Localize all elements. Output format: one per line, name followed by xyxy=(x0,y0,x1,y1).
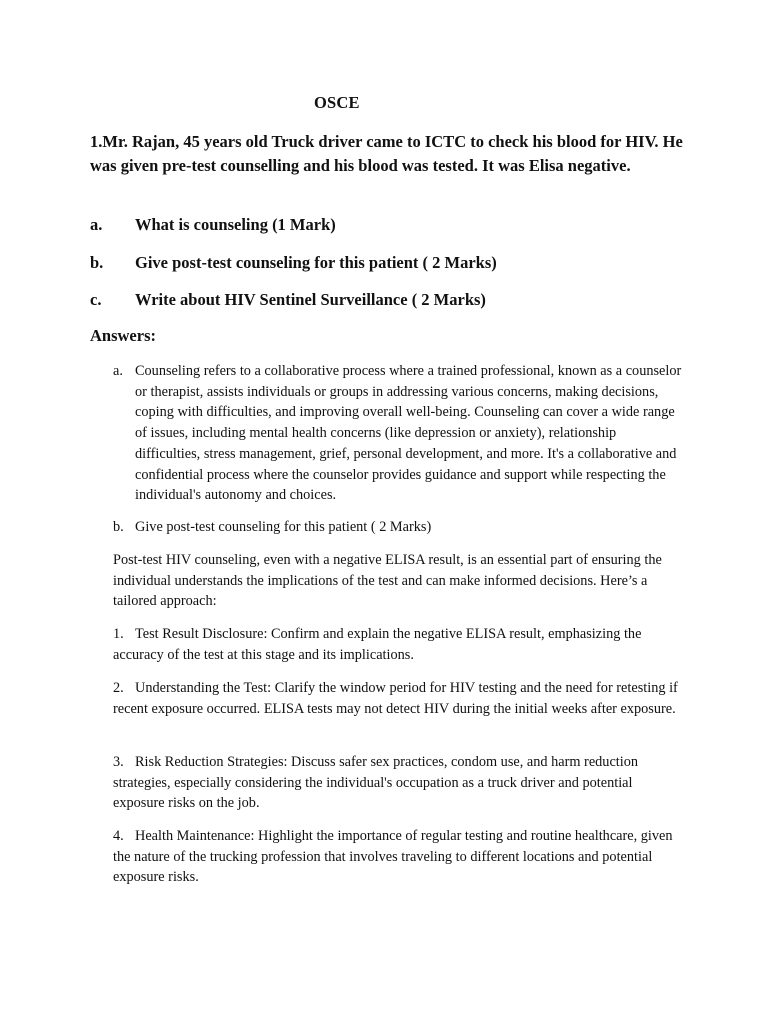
answer-a-text: Counseling refers to a collaborative process where a trained professional, known as a counselor or therapist, assists individuals or groups in addressing various concerns, making decisions, coping with difficulties, and improving overall well-being. Counseling can cover a wide range of issues, including mental health concerns (like depression or anxiety), relationship difficulties, stress management, grief, personal development, and more. It's a collaborative and confidential process where the counselor provides guidance and support while respecting the individual's autonomy and choices. xyxy=(135,363,682,504)
answers-heading: Answers: xyxy=(90,326,156,345)
question-item-text: Write about HIV Sentinel Surveillance ( 2 Marks) xyxy=(135,290,486,309)
point-number: 4. xyxy=(113,828,124,844)
question-item-a xyxy=(90,214,336,236)
point-text: Understanding the Test: Clarify the window period for HIV testing and the need for retesting if recent exposure occurred. ELISA tests may not detect HIV during the initial weeks after exposure. xyxy=(113,680,678,717)
question-item-text: Give post-test counseling for this patient ( 2 Marks) xyxy=(135,253,497,272)
question-item-letter: a. xyxy=(90,215,103,234)
answer-b-letter: b. xyxy=(113,519,124,535)
post-test-point xyxy=(113,826,683,888)
point-number: 1. xyxy=(113,626,124,642)
question-item-b xyxy=(90,252,497,274)
page-title: OSCE xyxy=(314,93,360,112)
point-text: Risk Reduction Strategies: Discuss safer sex practices, condom use, and harm reduction strategies, especially considering the individual's occupation as a truck driver and potential exposure risks on the job. xyxy=(113,754,639,812)
post-test-point xyxy=(113,752,683,814)
answer-b-heading-text: Give post-test counseling for this patient ( 2 Marks) xyxy=(135,519,432,535)
question-item-letter: c. xyxy=(90,290,102,309)
question-item-text: What is counseling (1 Mark) xyxy=(135,215,336,234)
question-item-letter: b. xyxy=(90,253,104,272)
question-item-c xyxy=(90,289,486,311)
point-text: Health Maintenance: Highlight the importance of regular testing and routine healthcare, given the nature of the trucking profession that involves traveling to different locations and potential exposure risks. xyxy=(113,828,673,886)
post-test-point xyxy=(113,624,683,665)
post-test-intro: Post-test HIV counseling, even with a negative ELISA result, is an essential part of ensuring the individual understands the implications of the test and can make informed decisions. Here’s a tailored approach: xyxy=(113,552,662,610)
point-number: 3. xyxy=(113,754,124,770)
answer-a-letter: a. xyxy=(113,363,123,379)
point-number: 2. xyxy=(113,680,124,696)
question-stem: 1.Mr. Rajan, 45 years old Truck driver came to ICTC to check his blood for HIV. He was given pre-test counselling and his blood was tested. It was Elisa negative. xyxy=(90,132,683,175)
post-test-point xyxy=(113,678,683,719)
answer-a xyxy=(113,361,683,506)
point-text: Test Result Disclosure: Confirm and explain the negative ELISA result, emphasizing the accuracy of the test at this stage and its implications. xyxy=(113,626,642,663)
answer-b-heading xyxy=(113,517,431,538)
